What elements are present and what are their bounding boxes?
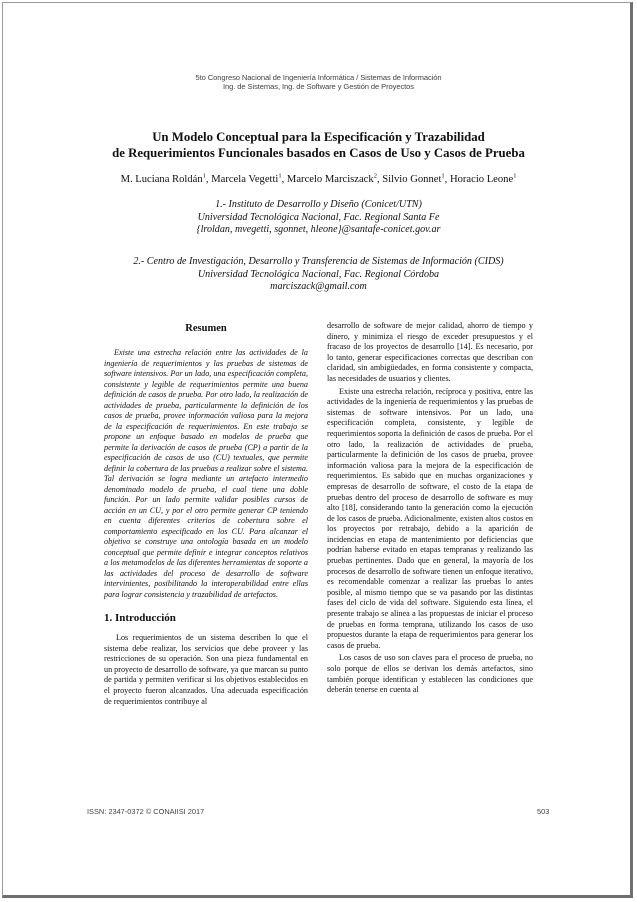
author-separator: , — [281, 173, 287, 185]
author-name: Silvio Gonnet — [382, 173, 442, 185]
affiliation-1-name: 1.- Instituto de Desarrollo y Diseño (Conicet/UTN) — [215, 199, 422, 210]
affiliation-1-university: Universidad Tecnológica Nacional, Fac. Regional Santa Fe — [197, 211, 440, 223]
affiliation-2 — [0, 256, 637, 294]
intro-paragraph-4: Los casos de uso son claves para el proceso de prueba, no solo porque de ellos se derivan los demás artefactos, sino también porque identifican y establecen las condiciones que deberán tenerse en cuenta al — [327, 653, 533, 695]
author-name: Marcelo Marciszack — [286, 173, 374, 185]
author-name: M. Luciana Roldán — [120, 173, 203, 185]
introduction-heading: 1. Introducción — [104, 612, 176, 624]
conference-header-line1: 5to Congreso Nacional de Ingeniería Informática / Sistemas de Información — [195, 73, 442, 82]
conference-header-line2: Ing. de Sistemas, Ing. de Software y Gestión de Proyectos — [223, 82, 414, 91]
author-separator: , — [376, 173, 383, 185]
author-separator: , — [205, 173, 212, 185]
abstract-heading: Resumen — [185, 323, 227, 334]
abstract-text: Existe una estrecha relación entre las actividades de la ingeniería de requerimientos y las pruebas de sistemas de software intensivos. Por un lado, una especificación completa, consistente y legible de requerimientos permite una buena definición de casos de prueba. Por otro lado, la realización de actividades de prueba, particularmente la definición de los casos de prueba, provee información valiosa para la mejora de la especificación de requerimientos. En este trabajo se propone un enfoque basado en modelos de prueba que permite la derivación de casos de prueba (CP) a partir de la especificación de casos de uso (CU) textuales, que permite definir la cobertura de las pruebas a realizar sobre el sistema. Tal derivación se logra mediante un artefacto intermedio denominado modelo de prueba, el cual tiene una doble función. Por un lado permite validar posibles cursos de acción en un CU, y por el otro permite generar CP teniendo en cuenta diferentes criterios de cobertura sobre el comportamiento especificado en los CU. Para alcanzar el objetivo se construye una ontología basada en un modelo conceptual que permite definir e integrar conceptos relativos a los metamodelos de las diferentes herramientas de soporte a las actividades del proceso de desarrollo de software intervinientes, posibilitando la interoperabilidad entre ellas para lograr consistencia y trazabilidad de artefactos. — [104, 348, 308, 599]
intro-paragraph-3: Existe una estrecha relación, recíproca y positiva, entre las actividades de la ingeniería de requerimientos y las pruebas de sistemas de software intensivos. Por un lado, una especificación completa, consistente, y legible de requerimientos soporta la definición de casos de prueba. Por el otro lado, la realización de actividades de prueba, particularmente la definición de los casos de prueba, provee información valiosa para la mejora de la especificación de requerimientos. Es sabido que en muchas organizaciones y empresas de desarrollo de software, el costo de la etapa de pruebas dentro del proceso de desarrollo de software es muy alto [18], considerando tanto la generación como la ejecución de los casos de prueba. Adicionalmente, existen altos costos en los proyectos por retrabajo, debido a la aparición de incidencias en etapa de mantenimiento por deficiencias que podrían haberse evitado en etapas tempranas y realizando las pruebas pertinentes. Dado que en general, la mayoría de los procesos de desarrollo de software tienen un enfoque iterativo, es recomendable comenzar a realizar las pruebas lo antes posible, al mismo tiempo que se va pasando por las distintas fases del ciclo de vida del software. Siguiendo esta línea, el presente trabajo se alinea a las propuestas de iniciar el proceso de pruebas en forma temprana, utilizando los casos de uso propuestos durante la etapa de requerimientos para generar los casos de prueba. — [327, 386, 533, 650]
affiliation-1-emails: {lroldan, mvegetti, sgonnet, hleone}@santafe-conicet.gov.ar — [196, 224, 441, 236]
author-affiliation-mark: 1 — [202, 172, 206, 179]
author-affiliation-mark: 2 — [373, 172, 377, 179]
author-affiliation-mark: 1 — [513, 172, 517, 179]
intro-paragraph-1: Los requerimientos de un sistema describen lo que el sistema debe realizar, los servicios que debe proveer y las restricciones de su operación. Son una pieza fundamental en un proyecto de desarrollo de software, ya que marcan su punto de partida y permiten verificar si los objetivos establecidos en el proyecto fueron alcanzados. Una adecuada especificación de requerimientos contribuye al — [104, 633, 308, 706]
author-separator: , — [444, 173, 450, 185]
paper-title-line2: de Requerimientos Funcionales basados en Casos de Uso y Casos de Prueba — [112, 146, 525, 160]
affiliation-1 — [0, 199, 637, 237]
footer-issn: ISSN: 2347-0372 © CONAIISI 2017 — [87, 807, 205, 816]
intro-paragraph-2: desarrollo de software de mejor calidad, ahorro de tiempo y dinero, y minimiza el riesgo de exceder presupuestos y el fracaso de los proyectos de desarrollo [14]. Es necesario, por lo tanto, generar especificaciones correctas que describan con claridad, sin ambigüedades, en forma consistente y compacta, las necesidades de usuarios y clientes. — [327, 321, 533, 383]
author-list — [0, 172, 637, 185]
affiliation-2-university: Universidad Tecnológica Nacional, Fac. Regional Córdoba — [197, 268, 440, 280]
affiliation-2-email: marciszack@gmail.com — [270, 281, 367, 293]
paper-title-line1: Un Modelo Conceptual para la Especificación y Trazabilidad — [152, 130, 485, 144]
left-column — [104, 323, 308, 707]
footer-page-number: 503 — [537, 807, 550, 816]
author-affiliation-mark: 1 — [278, 172, 282, 179]
author-affiliation-mark: 1 — [441, 172, 445, 179]
right-column — [327, 321, 533, 696]
author-name: Marcela Vegetti — [211, 173, 279, 185]
author-name: Horacio Leone — [449, 173, 514, 185]
affiliation-2-name: 2.- Centro de Investigación, Desarrollo y Transferencia de Sistemas de Información (CIDS) — [133, 256, 504, 267]
